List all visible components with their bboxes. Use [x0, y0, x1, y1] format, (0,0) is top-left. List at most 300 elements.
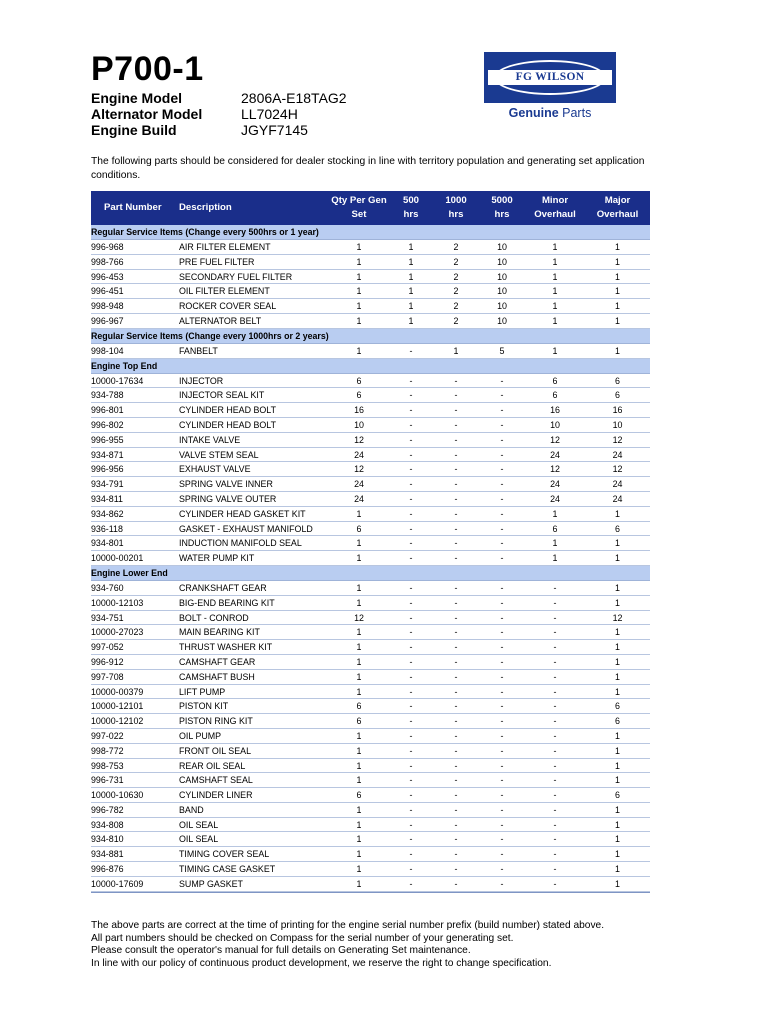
cell-minor-overhaul: -	[553, 878, 557, 889]
cell-500hrs: -	[409, 790, 413, 801]
cell-qty: 6	[356, 523, 362, 534]
table-row	[91, 433, 650, 448]
table-row	[91, 803, 650, 818]
cell-minor-overhaul: 6	[552, 390, 558, 401]
cell-minor-overhaul: -	[553, 834, 557, 845]
cell-major-overhaul: 6	[615, 523, 620, 534]
cell-major-overhaul: 12	[612, 612, 623, 623]
cell-minor-overhaul: 6	[552, 375, 558, 386]
cell-500hrs: -	[409, 479, 413, 490]
cell-1000hrs: -	[454, 701, 458, 712]
cell-5000hrs: -	[500, 642, 504, 653]
cell-major-overhaul: 12	[612, 434, 623, 445]
cell-part-number: 934-811	[91, 493, 123, 504]
cell-major-overhaul: 1	[615, 553, 620, 564]
cell-description: OIL FILTER ELEMENT	[179, 286, 270, 297]
table-row	[91, 773, 650, 788]
cell-1000hrs: -	[454, 523, 458, 534]
cell-5000hrs: 10	[497, 242, 507, 252]
cell-description: OIL PUMP	[179, 730, 222, 741]
logo-tagline-bold: Genuine	[508, 106, 559, 120]
cell-part-number: 934-801	[91, 538, 124, 549]
cell-qty: 6	[356, 716, 362, 727]
cell-1000hrs: -	[454, 671, 458, 682]
cell-5000hrs: 10	[497, 301, 507, 312]
cell-qty: 16	[354, 405, 364, 416]
cell-qty: 1	[356, 538, 362, 549]
cell-5000hrs: -	[500, 878, 504, 889]
cell-minor-overhaul: 1	[552, 256, 558, 267]
table-row	[91, 699, 650, 714]
cell-major-overhaul: 1	[615, 671, 620, 682]
table-row	[91, 596, 650, 611]
cell-major-overhaul: 1	[615, 642, 620, 653]
cell-minor-overhaul: -	[553, 597, 557, 608]
cell-5000hrs: 10	[497, 256, 507, 267]
table-row	[91, 314, 650, 329]
cell-1000hrs: -	[454, 834, 458, 845]
cell-major-overhaul: 1	[615, 286, 620, 297]
cell-minor-overhaul: 1	[552, 271, 558, 282]
cell-500hrs: -	[409, 449, 413, 460]
table-row	[91, 788, 650, 803]
cell-description: PISTON KIT	[179, 701, 229, 712]
cell-1000hrs: -	[454, 538, 458, 549]
cell-description: SECONDARY FUEL FILTER	[179, 271, 293, 282]
cell-minor-overhaul: -	[553, 642, 557, 653]
cell-minor-overhaul: -	[553, 716, 557, 727]
cell-part-number: 996-802	[91, 419, 124, 430]
cell-description: CAMSHAFT BUSH	[179, 671, 255, 682]
cell-1000hrs: -	[454, 804, 458, 815]
cell-1000hrs: -	[454, 849, 458, 860]
cell-major-overhaul: 24	[612, 449, 623, 460]
cell-part-number: 996-968	[91, 242, 124, 252]
table-row	[91, 655, 650, 670]
cell-qty: 12	[354, 612, 364, 623]
cell-minor-overhaul: -	[553, 790, 557, 801]
cell-qty: 1	[356, 834, 362, 845]
cell-5000hrs: -	[500, 419, 504, 430]
cell-minor-overhaul: -	[553, 656, 557, 667]
cell-500hrs: -	[409, 553, 413, 564]
table-row	[91, 536, 650, 551]
footer-line: Please consult the operator's manual for full details on Generating Set maintenance.	[91, 945, 471, 956]
cell-minor-overhaul: -	[553, 686, 557, 697]
cell-5000hrs: -	[500, 479, 504, 490]
cell-qty: 1	[356, 242, 362, 252]
cell-major-overhaul: 12	[612, 464, 623, 475]
cell-500hrs: -	[409, 405, 413, 416]
spec-value: 2806A-E18TAG2	[241, 90, 347, 106]
cell-500hrs: -	[409, 760, 413, 771]
cell-1000hrs: -	[454, 775, 458, 786]
column-header-text: hrs	[403, 209, 419, 220]
cell-qty: 1	[356, 582, 362, 593]
cell-5000hrs: -	[500, 538, 504, 549]
cell-description: SPRING VALVE OUTER	[179, 493, 277, 504]
cell-1000hrs: -	[454, 419, 458, 430]
cell-description: CYLINDER LINER	[179, 790, 253, 801]
table-body	[91, 225, 650, 892]
cell-1000hrs: 2	[453, 315, 459, 326]
cell-minor-overhaul: 16	[550, 405, 560, 416]
cell-description: ROCKER COVER SEAL	[179, 301, 277, 312]
cell-qty: 1	[356, 271, 362, 282]
table-row	[91, 759, 650, 774]
table-row	[91, 477, 650, 492]
spec-label: Alternator Model	[91, 106, 203, 122]
cell-1000hrs: -	[454, 553, 458, 564]
cell-description: CAMSHAFT GEAR	[179, 656, 256, 667]
table-row	[91, 877, 650, 892]
cell-minor-overhaul: -	[553, 804, 557, 815]
cell-qty: 1	[356, 315, 362, 326]
cell-part-number: 934-810	[91, 834, 124, 845]
cell-part-number: 996-956	[91, 464, 124, 475]
cell-description: SPRING VALVE INNER	[179, 479, 273, 490]
cell-description: CYLINDER HEAD GASKET KIT	[179, 508, 306, 519]
cell-minor-overhaul: -	[553, 582, 557, 593]
cell-1000hrs: -	[454, 493, 458, 504]
cell-500hrs: -	[409, 656, 413, 667]
cell-major-overhaul: 6	[615, 375, 620, 386]
logo-tagline	[484, 104, 616, 122]
cell-major-overhaul: 1	[615, 656, 620, 667]
cell-description: ALTERNATOR BELT	[179, 315, 262, 326]
cell-description: OIL SEAL	[179, 819, 219, 830]
table-row	[91, 388, 650, 403]
cell-5000hrs: -	[500, 686, 504, 697]
cell-description: INJECTOR	[179, 375, 224, 386]
table-row	[91, 832, 650, 847]
cell-500hrs: -	[409, 464, 413, 475]
spec-engine-build	[91, 122, 347, 138]
table-row	[91, 862, 650, 877]
cell-qty: 1	[356, 656, 362, 667]
logo-tagline-rest: Parts	[558, 106, 592, 120]
cell-major-overhaul: 6	[615, 701, 620, 712]
table-row	[91, 299, 650, 314]
cell-major-overhaul: 1	[615, 256, 620, 267]
cell-major-overhaul: 1	[615, 730, 620, 741]
cell-major-overhaul: 1	[615, 745, 620, 756]
footer-line: In line with our policy of continuous product development, we reserve the right to change specification.	[91, 957, 552, 969]
cell-minor-overhaul: -	[553, 730, 557, 741]
footer-notes	[91, 920, 691, 970]
cell-description: OIL SEAL	[179, 834, 219, 845]
cell-5000hrs: -	[500, 523, 504, 534]
cell-minor-overhaul: -	[553, 819, 557, 830]
cell-part-number: 996-955	[91, 434, 124, 445]
cell-1000hrs: -	[454, 405, 458, 416]
cell-description: INTAKE VALVE	[179, 434, 241, 445]
cell-part-number: 997-708	[91, 671, 124, 682]
spec-label: Engine Build	[91, 122, 177, 138]
cell-1000hrs: 2	[453, 286, 459, 297]
spec-value: LL7024H	[241, 106, 298, 122]
cell-5000hrs: -	[500, 864, 504, 875]
cell-500hrs: -	[409, 775, 413, 786]
cell-1000hrs: -	[454, 627, 458, 638]
cell-5000hrs: -	[500, 790, 504, 801]
cell-minor-overhaul: 6	[552, 523, 558, 534]
cell-qty: 6	[356, 390, 362, 401]
column-header-major-overhaul	[585, 191, 650, 225]
cell-major-overhaul: 1	[615, 834, 620, 845]
cell-1000hrs: -	[454, 612, 458, 623]
cell-500hrs: -	[409, 345, 413, 356]
cell-5000hrs: -	[500, 656, 504, 667]
cell-1000hrs: 2	[453, 301, 459, 312]
column-header-text: Overhaul	[596, 209, 639, 220]
cell-description: CYLINDER HEAD BOLT	[179, 419, 276, 430]
cell-description: CYLINDER HEAD BOLT	[179, 405, 276, 416]
cell-part-number: 10000-12101	[91, 701, 144, 712]
cell-1000hrs: 1	[453, 345, 459, 356]
cell-1000hrs: -	[454, 760, 458, 771]
fg-wilson-logo	[484, 52, 616, 128]
table-header	[91, 191, 650, 225]
column-header-qty	[329, 191, 389, 225]
cell-description: AIR FILTER ELEMENT	[179, 242, 271, 252]
cell-description: CAMSHAFT SEAL	[179, 775, 253, 786]
cell-description: BIG-END BEARING KIT	[179, 597, 275, 608]
cell-description: VALVE STEM SEAL	[179, 449, 259, 460]
footer-line: All part numbers should be checked on Compass for the serial number of your generating set.	[91, 932, 514, 944]
cell-major-overhaul: 16	[612, 405, 623, 416]
cell-minor-overhaul: 1	[552, 315, 558, 326]
cell-500hrs: -	[409, 375, 413, 386]
cell-500hrs: 1	[408, 315, 414, 326]
cell-1000hrs: 2	[453, 256, 459, 267]
cell-1000hrs: -	[454, 790, 458, 801]
cell-500hrs: -	[409, 523, 413, 534]
cell-500hrs: -	[409, 745, 413, 756]
cell-500hrs: -	[409, 597, 413, 608]
table-row	[91, 611, 650, 626]
cell-description: TIMING CASE GASKET	[179, 864, 276, 875]
column-header-500hrs	[389, 191, 433, 225]
cell-minor-overhaul: 1	[552, 508, 558, 519]
cell-major-overhaul: 1	[615, 878, 620, 889]
column-header-text: 5000	[491, 195, 513, 206]
cell-description: MAIN BEARING KIT	[179, 627, 260, 638]
cell-major-overhaul: 1	[615, 315, 620, 326]
cell-description: PRE FUEL FILTER	[179, 256, 255, 267]
table-row	[91, 462, 650, 477]
table-row	[91, 847, 650, 862]
cell-500hrs: -	[409, 849, 413, 860]
cell-major-overhaul: 6	[615, 790, 620, 801]
column-header-text: 1000	[445, 195, 467, 206]
cell-part-number: 998-753	[91, 760, 124, 771]
cell-part-number: 996-453	[91, 271, 124, 282]
cell-description: FANBELT	[179, 345, 218, 356]
cell-minor-overhaul: 24	[550, 479, 560, 490]
cell-description: LIFT PUMP	[179, 686, 226, 697]
cell-minor-overhaul: 12	[550, 464, 560, 475]
cell-part-number: 934-871	[91, 449, 124, 460]
section-header: Engine Lower End	[91, 566, 650, 581]
cell-major-overhaul: 1	[615, 582, 620, 593]
cell-500hrs: -	[409, 686, 413, 697]
cell-qty: 1	[356, 508, 362, 519]
table-row	[91, 418, 650, 433]
cell-minor-overhaul: -	[553, 671, 557, 682]
cell-5000hrs: -	[500, 745, 504, 756]
cell-1000hrs: 2	[453, 242, 459, 252]
cell-500hrs: -	[409, 864, 413, 875]
cell-major-overhaul: 1	[615, 819, 620, 830]
cell-qty: 24	[354, 449, 364, 460]
cell-minor-overhaul: 12	[550, 434, 560, 445]
column-header-text: Minor	[541, 195, 569, 206]
cell-qty: 6	[356, 375, 362, 386]
spec-alternator-model	[91, 106, 347, 122]
cell-1000hrs: -	[454, 582, 458, 593]
table-row	[91, 403, 650, 418]
cell-part-number: 934-760	[91, 582, 124, 593]
cell-qty: 1	[356, 849, 362, 860]
cell-major-overhaul: 1	[615, 508, 620, 519]
cell-major-overhaul: 1	[615, 301, 620, 312]
cell-major-overhaul: 1	[615, 804, 620, 815]
table-row	[91, 744, 650, 759]
table-row	[91, 492, 650, 507]
cell-minor-overhaul: 24	[550, 449, 560, 460]
footer-line: The above parts are correct at the time of printing for the engine serial number prefix (build number) stated above.	[91, 920, 605, 931]
table-row	[91, 729, 650, 744]
cell-major-overhaul: 24	[612, 493, 623, 504]
table-row	[91, 284, 650, 299]
cell-major-overhaul: 1	[615, 242, 620, 252]
logo-badge	[484, 52, 616, 103]
cell-1000hrs: -	[454, 745, 458, 756]
cell-qty: 1	[356, 627, 362, 638]
cell-1000hrs: -	[454, 449, 458, 460]
cell-qty: 6	[356, 701, 362, 712]
cell-minor-overhaul: 10	[550, 419, 560, 430]
cell-qty: 1	[356, 642, 362, 653]
cell-minor-overhaul: -	[553, 701, 557, 712]
cell-500hrs: -	[409, 627, 413, 638]
column-header-minor-overhaul	[525, 191, 585, 225]
cell-500hrs: -	[409, 730, 413, 741]
cell-part-number: 934-751	[91, 612, 124, 623]
cell-500hrs: -	[409, 834, 413, 845]
table-row	[91, 255, 650, 270]
cell-5000hrs: -	[500, 508, 504, 519]
cell-qty: 1	[356, 286, 362, 297]
cell-qty: 1	[356, 671, 362, 682]
cell-500hrs: -	[409, 878, 413, 889]
cell-qty: 12	[354, 434, 364, 445]
cell-5000hrs: 5	[499, 345, 505, 356]
cell-description: BAND	[179, 804, 204, 815]
cell-description: CRANKSHAFT GEAR	[179, 582, 267, 593]
cell-minor-overhaul: -	[553, 612, 557, 623]
cell-description: EXHAUST VALVE	[179, 464, 251, 475]
cell-qty: 1	[356, 686, 362, 697]
cell-5000hrs: 10	[497, 315, 507, 326]
cell-part-number: 934-791	[91, 479, 124, 490]
cell-major-overhaul: 1	[615, 864, 620, 875]
table-row	[91, 551, 650, 566]
column-header-text: Major	[604, 195, 631, 206]
cell-qty: 1	[356, 745, 362, 756]
cell-1000hrs: -	[454, 864, 458, 875]
cell-part-number: 996-801	[91, 405, 124, 416]
cell-500hrs: -	[409, 390, 413, 401]
cell-5000hrs: -	[500, 701, 504, 712]
table-row	[91, 522, 650, 537]
cell-part-number: 996-967	[91, 315, 124, 326]
cell-qty: 1	[356, 597, 362, 608]
cell-1000hrs: -	[454, 878, 458, 889]
cell-500hrs: -	[409, 493, 413, 504]
table-row	[91, 270, 650, 285]
cell-minor-overhaul: 1	[552, 242, 558, 252]
cell-qty: 1	[356, 804, 362, 815]
table-row	[91, 448, 650, 463]
cell-part-number: 998-948	[91, 301, 124, 312]
cell-description: FRONT OIL SEAL	[179, 745, 252, 756]
cell-description: REAR OIL SEAL	[179, 760, 246, 771]
cell-minor-overhaul: 1	[552, 345, 558, 356]
table-row	[91, 818, 650, 833]
parts-table	[91, 191, 650, 894]
cell-500hrs: -	[409, 538, 413, 549]
cell-500hrs: 1	[408, 256, 414, 267]
cell-5000hrs: -	[500, 760, 504, 771]
cell-major-overhaul: 1	[615, 597, 620, 608]
cell-5000hrs: -	[500, 819, 504, 830]
cell-minor-overhaul: 1	[552, 301, 558, 312]
cell-5000hrs: 10	[497, 286, 507, 297]
cell-500hrs: -	[409, 671, 413, 682]
cell-5000hrs: -	[500, 493, 504, 504]
cell-1000hrs: -	[454, 479, 458, 490]
cell-description: BOLT - CONROD	[179, 612, 249, 623]
cell-minor-overhaul: 1	[552, 553, 558, 564]
cell-500hrs: 1	[408, 242, 414, 252]
cell-part-number: 997-052	[91, 642, 124, 653]
cell-500hrs: 1	[408, 271, 414, 282]
cell-qty: 1	[356, 553, 362, 564]
cell-part-number: 10000-00201	[91, 553, 144, 564]
cell-1000hrs: -	[454, 464, 458, 475]
cell-part-number: 996-731	[91, 775, 124, 786]
cell-part-number: 998-104	[91, 345, 124, 356]
cell-part-number: 996-912	[91, 656, 124, 667]
cell-qty: 12	[354, 464, 364, 475]
cell-5000hrs: -	[500, 553, 504, 564]
cell-part-number: 998-772	[91, 745, 124, 756]
cell-part-number: 10000-27023	[91, 627, 144, 638]
column-header-text: Overhaul	[534, 209, 576, 220]
column-header-5000hrs	[479, 191, 525, 225]
column-header-description: Description	[179, 202, 232, 213]
cell-5000hrs: -	[500, 716, 504, 727]
cell-minor-overhaul: -	[553, 745, 557, 756]
cell-minor-overhaul: -	[553, 864, 557, 875]
cell-qty: 1	[356, 345, 362, 356]
cell-qty: 1	[356, 775, 362, 786]
intro-paragraph: The following parts should be considered for dealer stocking in line with territory population and generating set application conditions.	[91, 156, 645, 181]
cell-description: TIMING COVER SEAL	[179, 849, 270, 860]
cell-qty: 1	[356, 256, 362, 267]
